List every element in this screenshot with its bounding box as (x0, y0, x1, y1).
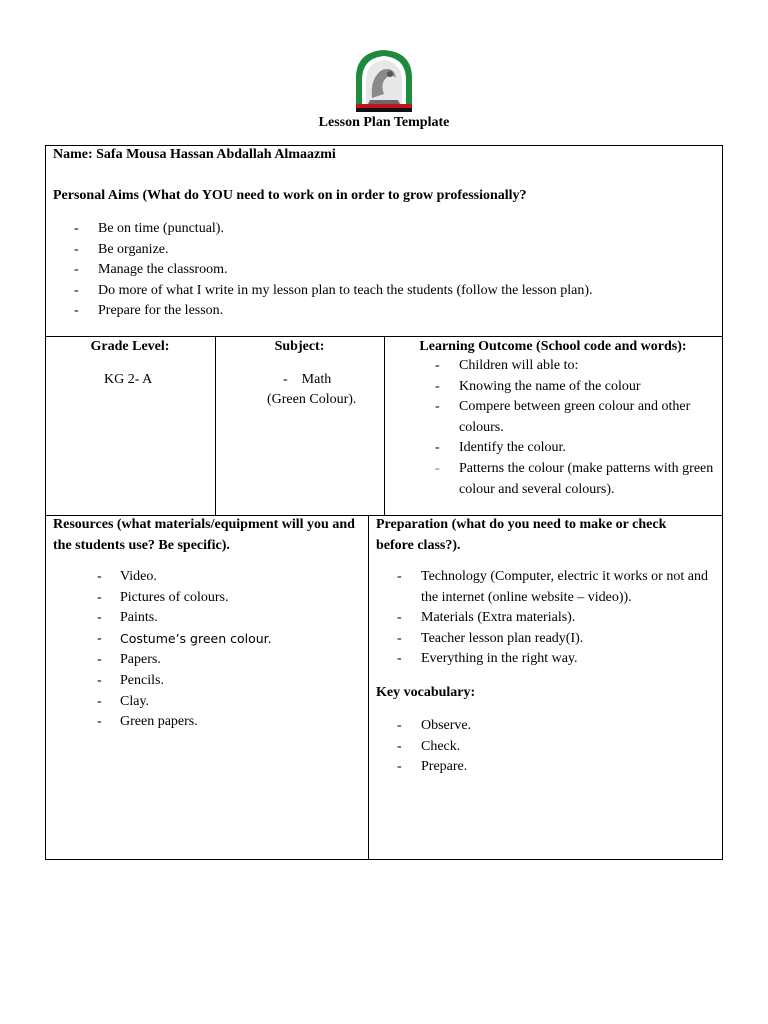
learning-outcome-heading: Learning Outcome (School code and words): (419, 339, 687, 354)
teacher-name: Name: Safa Mousa Hassan Abdallah Almaazmi (53, 147, 336, 162)
list-item: - Paints. (97, 610, 158, 626)
divider (215, 336, 216, 516)
list-item: - Knowing the name of the colour (435, 378, 641, 394)
list-item: - Be organize. (74, 241, 169, 257)
list-item: - Materials (Extra materials). (397, 610, 576, 626)
school-logo (352, 48, 416, 114)
personal-aims-heading: Personal Aims (What do YOU need to work on in order to grow professionally? (53, 188, 527, 203)
list-item: - Pencils. (97, 672, 164, 688)
document-title: Lesson Plan Template (318, 115, 450, 130)
list-item: - Compere between green colour and other colours. (435, 399, 691, 435)
list-item: - Prepare for the lesson. (74, 303, 224, 319)
list-item: - Costume’s green colour. (97, 630, 272, 646)
resources-heading: Resources (what materials/equipment will you and the students use? Be specific). (53, 517, 355, 553)
list-item: - Observe. (397, 718, 472, 733)
list-item: - Do more of what I write in my lesson plan to teach the students (follow the lesson plan). (74, 282, 593, 298)
divider (384, 336, 385, 516)
list-item: - Clay. (97, 693, 150, 709)
list-item: - Check. (397, 738, 461, 754)
key-vocabulary-list (397, 716, 597, 778)
list-item: - Identify the colour. (435, 440, 566, 456)
subject-heading: Subject: (274, 339, 325, 354)
preparation-list (397, 567, 717, 670)
list-item: - Teacher lesson plan ready(I). (397, 630, 584, 646)
list-item: - Patterns the colour (make patterns with green colour and several colours). (435, 460, 714, 497)
list-item: - Green papers. (97, 714, 198, 730)
resources-list (97, 567, 357, 733)
subject-value: - Math (283, 372, 332, 387)
preparation-heading: Preparation (what do you need to make or check before class?). (376, 517, 667, 553)
divider (368, 515, 369, 860)
list-item: - Be on time (punctual). (74, 221, 224, 236)
list-item: - Pictures of colours. (97, 589, 229, 605)
grade-level-heading: Grade Level: (90, 339, 170, 354)
key-vocabulary-heading: Key vocabulary: (376, 685, 476, 700)
personal-aims-list (74, 219, 714, 322)
grade-level-value: KG 2- A (104, 372, 153, 387)
list-item: - Papers. (97, 652, 161, 668)
subject-detail: (Green Colour). (267, 392, 357, 407)
learning-outcome-list (435, 356, 715, 500)
list-item: - Technology (Computer, electric it works or not and the internet (online website – video)). (397, 569, 708, 605)
list-item: - Video. (97, 569, 157, 584)
list-item: - Manage the classroom. (74, 262, 228, 278)
list-item: - Children will able to: (435, 358, 579, 373)
list-item: - Prepare. (397, 759, 468, 775)
list-item: - Everything in the right way. (397, 651, 578, 667)
